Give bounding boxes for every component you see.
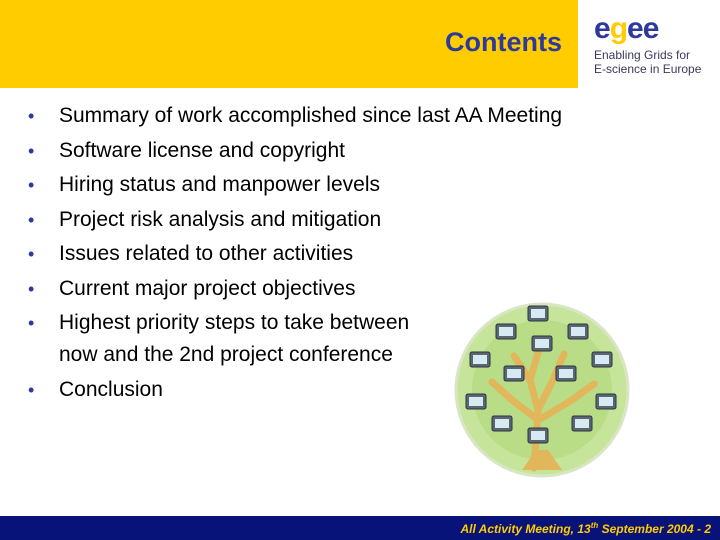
list-item: • Conclusion — [28, 374, 668, 406]
bullet-icon: • — [28, 175, 35, 195]
list-item: • Highest priority steps to take between now and the 2nd project conference — [28, 307, 668, 371]
list-item: • Issues related to other activities — [28, 238, 668, 270]
bullet-icon: • — [28, 278, 35, 299]
footer-bar — [0, 516, 720, 540]
list-item: • Current major project objectives — [28, 273, 668, 305]
grid-tree-illustration — [452, 300, 632, 480]
slide-title: Contents — [445, 27, 562, 57]
bullet-icon: • — [28, 140, 35, 161]
bullet-icon: • — [28, 106, 35, 126]
logo-wordmark: egee — [594, 12, 659, 45]
bullet-icon: • — [28, 313, 35, 333]
list-item: • Project risk analysis and mitigation — [28, 204, 668, 236]
logo-tagline: Enabling Grids for E-science in Europe — [594, 48, 702, 76]
list-item: • Summary of work accomplished since last AA Meeting — [28, 100, 668, 132]
list-item: • Software license and copyright — [28, 135, 668, 167]
title-banner — [0, 0, 578, 88]
bullet-icon: • — [28, 379, 35, 400]
footer-caption: All Activity Meeting, 13th September 2004 - 2 — [460, 521, 711, 536]
bullet-icon: • — [28, 244, 35, 264]
egee-logo — [578, 0, 720, 88]
bullet-icon: • — [28, 209, 35, 230]
list-item: • Hiring status and manpower levels — [28, 169, 668, 201]
